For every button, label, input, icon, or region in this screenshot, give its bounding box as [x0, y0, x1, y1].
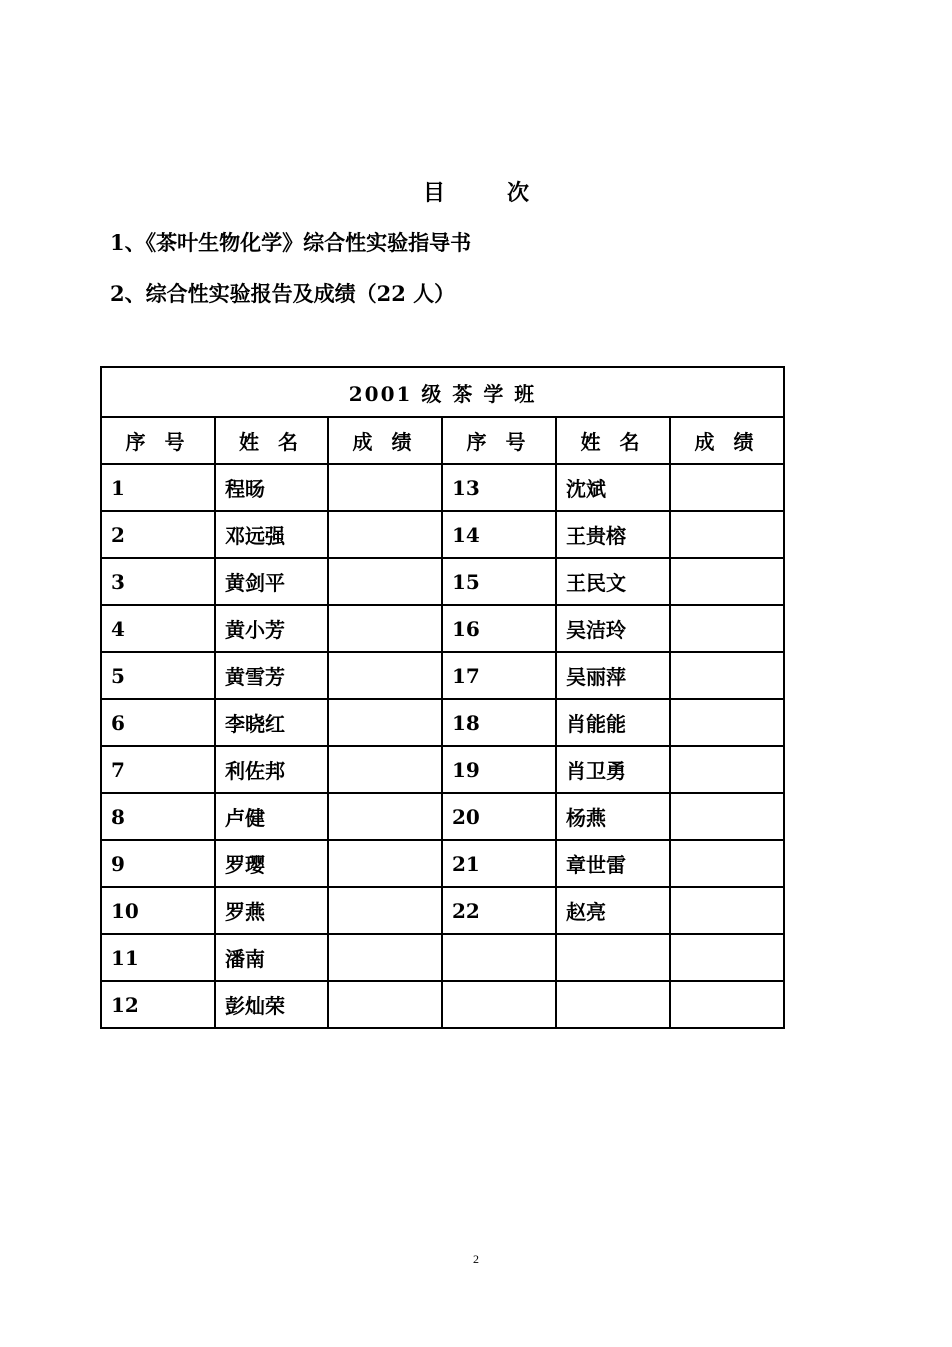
- name-cell: 黄剑平: [215, 558, 328, 605]
- name-cell: 罗燕: [215, 887, 328, 934]
- name-cell: 黄雪芳: [215, 652, 328, 699]
- score-cell: [670, 981, 784, 1028]
- name-cell: 彭灿荣: [215, 981, 328, 1028]
- number-cell: 20: [442, 793, 556, 840]
- table-row: [101, 793, 784, 840]
- name-cell: 肖能能: [556, 699, 670, 746]
- number-cell: 10: [101, 887, 215, 934]
- table-row: [101, 981, 784, 1028]
- toc-title-char-1: 目: [422, 180, 445, 206]
- name-cell: 肖卫勇: [556, 746, 670, 793]
- number-cell: 12: [101, 981, 215, 1028]
- name-cell: 邓远强: [215, 511, 328, 558]
- number-cell: 15: [442, 558, 556, 605]
- table-header-row: [101, 417, 784, 464]
- name-cell: 李晓红: [215, 699, 328, 746]
- number-cell: 3: [101, 558, 215, 605]
- number-cell: 5: [101, 652, 215, 699]
- number-cell: [442, 934, 556, 981]
- number-cell: 2: [101, 511, 215, 558]
- score-cell: [328, 652, 442, 699]
- number-cell: 11: [101, 934, 215, 981]
- number-cell: 14: [442, 511, 556, 558]
- score-cell: [670, 511, 784, 558]
- name-cell: 吴丽萍: [556, 652, 670, 699]
- score-cell: [328, 840, 442, 887]
- number-cell: [442, 981, 556, 1028]
- score-cell: [328, 605, 442, 652]
- score-cell: [328, 934, 442, 981]
- name-cell: 王民文: [556, 558, 670, 605]
- table-row: [101, 887, 784, 934]
- name-cell: 章世雷: [556, 840, 670, 887]
- toc-title-char-2: 次: [507, 180, 530, 206]
- name-cell: 王贵榕: [556, 511, 670, 558]
- score-cell: [670, 699, 784, 746]
- table-row: [101, 746, 784, 793]
- header-name-2: 姓 名: [556, 417, 670, 464]
- number-cell: 21: [442, 840, 556, 887]
- number-cell: 19: [442, 746, 556, 793]
- table-row: [101, 511, 784, 558]
- name-cell: 吴洁玲: [556, 605, 670, 652]
- table-row: [101, 605, 784, 652]
- name-cell: [556, 934, 670, 981]
- number-cell: 1: [101, 464, 215, 511]
- header-score-1: 成 绩: [328, 417, 442, 464]
- score-cell: [328, 511, 442, 558]
- score-cell: [670, 746, 784, 793]
- score-cell: [328, 981, 442, 1028]
- number-cell: 9: [101, 840, 215, 887]
- toc-item-2: 2、综合性实验报告及成绩（22 人）: [110, 281, 456, 306]
- toc-item-1: 1、《茶叶生物化学》综合性实验指导书: [110, 230, 472, 255]
- score-cell: [670, 464, 784, 511]
- score-cell: [670, 605, 784, 652]
- table-row: [101, 652, 784, 699]
- score-cell: [670, 934, 784, 981]
- table-row: [101, 558, 784, 605]
- score-cell: [670, 652, 784, 699]
- table-row: [101, 464, 784, 511]
- score-cell: [328, 793, 442, 840]
- name-cell: 罗璎: [215, 840, 328, 887]
- header-number-2: 序 号: [442, 417, 556, 464]
- name-cell: 黄小芳: [215, 605, 328, 652]
- name-cell: [556, 981, 670, 1028]
- score-cell: [670, 558, 784, 605]
- score-cell: [670, 840, 784, 887]
- name-cell: 利佐邦: [215, 746, 328, 793]
- table-caption-row: [101, 367, 784, 417]
- score-cell: [328, 746, 442, 793]
- name-cell: 杨燕: [556, 793, 670, 840]
- number-cell: 13: [442, 464, 556, 511]
- table-caption: 2001 级 茶 学 班: [101, 367, 784, 417]
- name-cell: 沈斌: [556, 464, 670, 511]
- roster-table: [100, 366, 785, 1029]
- name-cell: 程旸: [215, 464, 328, 511]
- number-cell: 18: [442, 699, 556, 746]
- score-cell: [670, 793, 784, 840]
- number-cell: 6: [101, 699, 215, 746]
- table-row: [101, 699, 784, 746]
- score-cell: [328, 464, 442, 511]
- page-number: 2: [473, 1252, 479, 1266]
- number-cell: 17: [442, 652, 556, 699]
- name-cell: 潘南: [215, 934, 328, 981]
- table-row: [101, 840, 784, 887]
- score-cell: [328, 699, 442, 746]
- name-cell: 卢健: [215, 793, 328, 840]
- name-cell: 赵亮: [556, 887, 670, 934]
- number-cell: 22: [442, 887, 556, 934]
- score-cell: [670, 887, 784, 934]
- number-cell: 4: [101, 605, 215, 652]
- header-name-1: 姓 名: [215, 417, 328, 464]
- number-cell: 16: [442, 605, 556, 652]
- score-cell: [328, 558, 442, 605]
- number-cell: 8: [101, 793, 215, 840]
- number-cell: 7: [101, 746, 215, 793]
- toc-title: [0, 176, 952, 207]
- header-score-2: 成 绩: [670, 417, 784, 464]
- score-cell: [328, 887, 442, 934]
- table-row: [101, 934, 784, 981]
- header-number-1: 序 号: [101, 417, 215, 464]
